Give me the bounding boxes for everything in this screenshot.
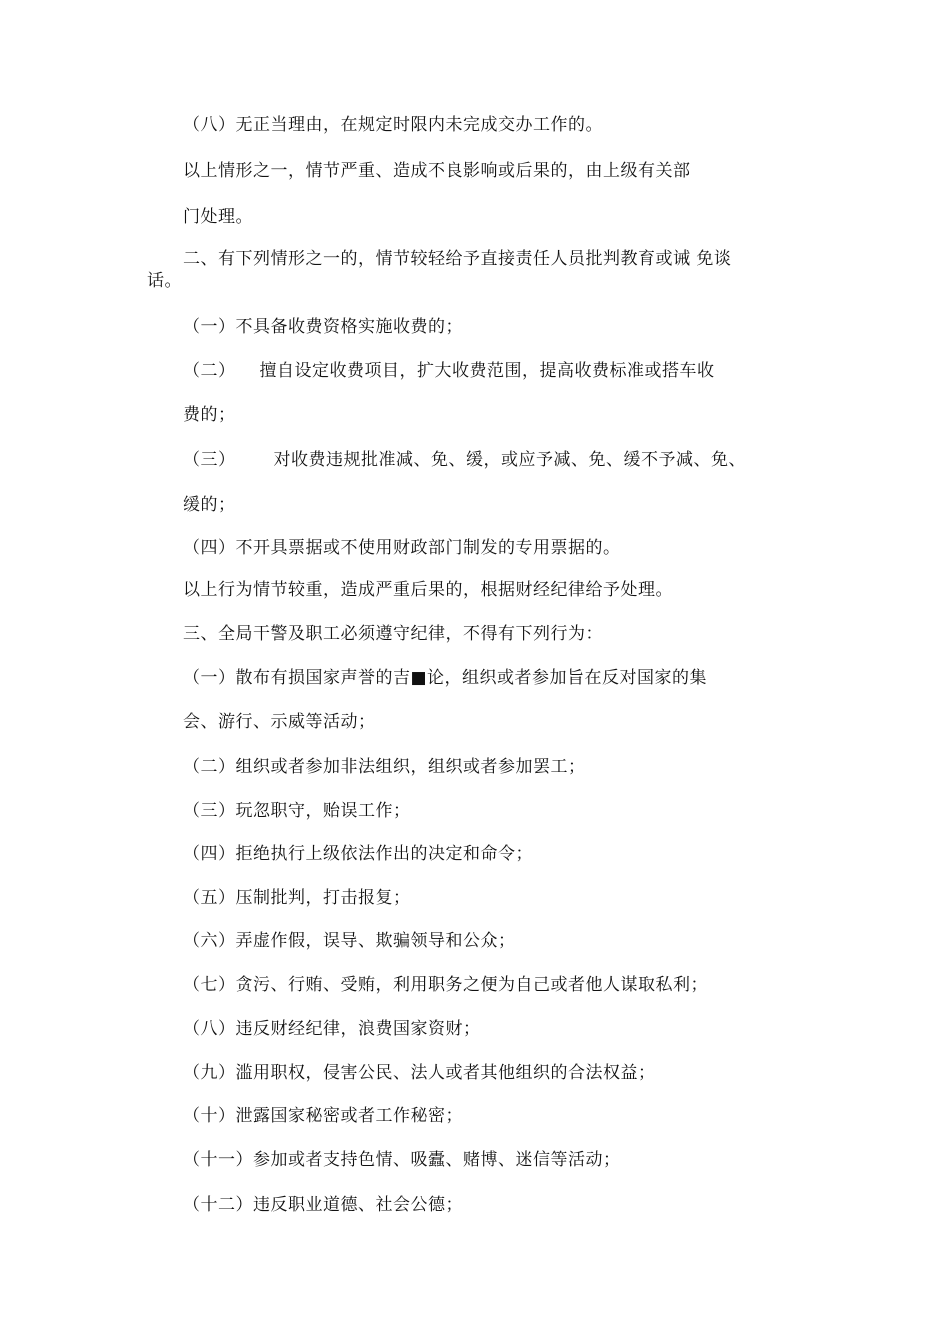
section-2-item-2-cont: 费的； [183, 405, 236, 425]
item-number: （二） [183, 361, 236, 381]
section-3-item-7: （七）贪污、行贿、受贿，利用职务之便为自己或者他人谋取私利； [183, 975, 708, 995]
section-3-item-9: （九）滥用职权，侵害公民、法人或者其他组织的合法权益； [183, 1063, 656, 1083]
section-3-item-12: （十二）违反职业道德、社会公德； [183, 1195, 463, 1215]
section-2-item-4: （四）不开具票据或不使用财政部门制发的专用票据的。 [183, 538, 621, 558]
paragraph-summary-1-cont: 门处理。 [183, 207, 253, 227]
section-2-item-2 [183, 360, 715, 382]
section-3-item-3: （三）玩忽职守，贻误工作； [183, 801, 411, 821]
section-3-item-1-cont: 会、游行、示威等活动； [183, 712, 376, 732]
section-heading-3: 三、全局干警及职工必须遵守纪律，不得有下列行为： [183, 624, 603, 644]
section-heading-2: 二、有下列情形之一的，情节较轻给予直接责任人员批判教育或诫 免谈 [183, 249, 732, 269]
section-2-item-3-cont: 缓的； [183, 495, 236, 515]
section-3-item-10: （十）泄露国家秘密或者工作秘密； [183, 1106, 463, 1126]
section-3-item-2: （二）组织或者参加非法组织，组织或者参加罢工； [183, 757, 586, 777]
section-3-item-4: （四）拒绝执行上级依法作出的决定和命令； [183, 844, 533, 864]
section-3-item-11: （十一）参加或者支持色情、吸蠹、赌博、迷信等活动； [183, 1150, 621, 1170]
section-2-item-3 [183, 449, 746, 471]
paragraph-summary-1: 以上情形之一，情节严重、造成不良影响或后果的，由上级有关部 [183, 161, 691, 181]
section-3-item-6: （六）弄虚作假，误导、欺骗领导和公众； [183, 931, 516, 951]
section-3-item-8: （八）违反财经纪律，浪费国家资财； [183, 1019, 481, 1039]
section-3-item-5: （五）压制批判，打击报复； [183, 888, 411, 908]
section-3-item-1: （一）散布有损国家声誉的吉■论，组织或者参加旨在反对国家的集 [183, 668, 708, 688]
item-text: 对收费违规批准减、免、缓，或应予减、免、缓不予减、免、 [273, 450, 746, 470]
section-heading-2-cont: 话。 [147, 271, 182, 291]
paragraph-summary-2: 以上行为情节较重，造成严重后果的，根据财经纪律给予处理。 [183, 580, 673, 600]
item-text: 擅自设定收费项目，扩大收费范围，提高收费标准或搭车收 [259, 361, 715, 381]
section-2-item-1: （一）不具备收费资格实施收费的； [183, 317, 463, 337]
paragraph-item-8: （八）无正当理由，在规定时限内未完成交办工作的。 [183, 115, 603, 135]
item-number: （三） [183, 450, 236, 470]
